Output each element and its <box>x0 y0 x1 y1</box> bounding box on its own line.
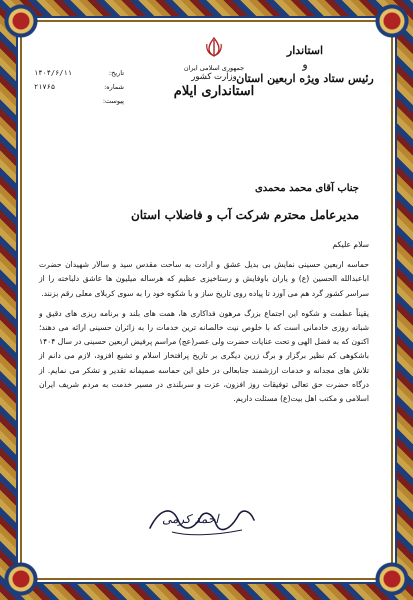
date-label: تاریخ: <box>108 69 124 77</box>
governorate-name: استانداری ایلام <box>173 84 255 99</box>
governor-title: استاندار <box>286 44 324 57</box>
ministry-name: وزارت کشور <box>191 72 237 82</box>
addressee-block <box>39 176 359 228</box>
republic-name: جمهوری اسلامی ایران <box>183 64 245 72</box>
iran-emblem-icon <box>203 36 225 58</box>
number-value: ۲۱۷۶۵ <box>34 83 56 91</box>
letterhead <box>169 36 259 101</box>
addressee-position: مدیرعامل محترم شرکت آب و فاضلاب استان <box>130 208 359 222</box>
letter-meta <box>34 66 124 108</box>
body-paragraph: حماسه اربعین حسینی نمایش بی بدیل عشق و ارادت به ساحت مقدس سید و سالار شهیدان حضرت اباعبدالله الحسین (ع) و یاران باوفایش و رستاخیزی عظیم که هرساله میلیون ها عاشق دلباخته را از سراسر کشور گرد هم می آورد تا پیاده روی تاریخ ساز و با شکوه خود را به سوی کربلای معلی رقم بزنند. <box>39 260 369 298</box>
addressee-name: جناب آقای محمد محمدی <box>254 183 359 194</box>
signatory-name: احمد کرمی <box>162 512 219 526</box>
greeting: سلام علیکم <box>332 240 369 249</box>
letter-page <box>24 24 389 576</box>
number-label: شماره: <box>104 83 124 91</box>
date-row <box>34 66 124 80</box>
attachment-label: پیوست: <box>102 97 124 105</box>
arbaeen-committee-title: رئیس ستاد ویژه اربعین استان <box>236 72 374 85</box>
attachment-row <box>34 94 124 108</box>
date-value: ۱۴۰۴/۶/۱۱ <box>34 69 72 77</box>
letter-body <box>39 238 369 412</box>
body-paragraph: یقیناً عظمت و شکوه این اجتماع بزرگ مرهون فداکاری ها، همت های بلند و برنامه ریزی های دقیق و شبانه روزی خادمانی است که با خلوص نیت خالصانه ترین خدمات را به زائران حسینی ارائه می دهند؛ اکنون که به فضل الهی و تحت عنایات حضرت ولی عصر(عج) مراسم پرفیض اربعین حسینی در سال ۱۴۰۴ باشکوهی کم نظیر برگزار و برگ زرین دیگری بر تاریخ پرافتخار اسلام و تشیع افزود، لازم می دانم از تلاش های مجدانه و خدمات ارزشمند جنابعالی در خلق این حماسه صمیمانه تقدیر و تشکر می نمایم. از درگاه حضرت حق تعالی توفیقات روز افزون، عزت و سربلندی در مسیر خدمت به مردم شریف ایران اسلامی و مکتب اهل بیت(ع) مسئلت داریم. <box>39 308 369 404</box>
number-row <box>34 80 124 94</box>
conjunction: و <box>302 58 308 71</box>
